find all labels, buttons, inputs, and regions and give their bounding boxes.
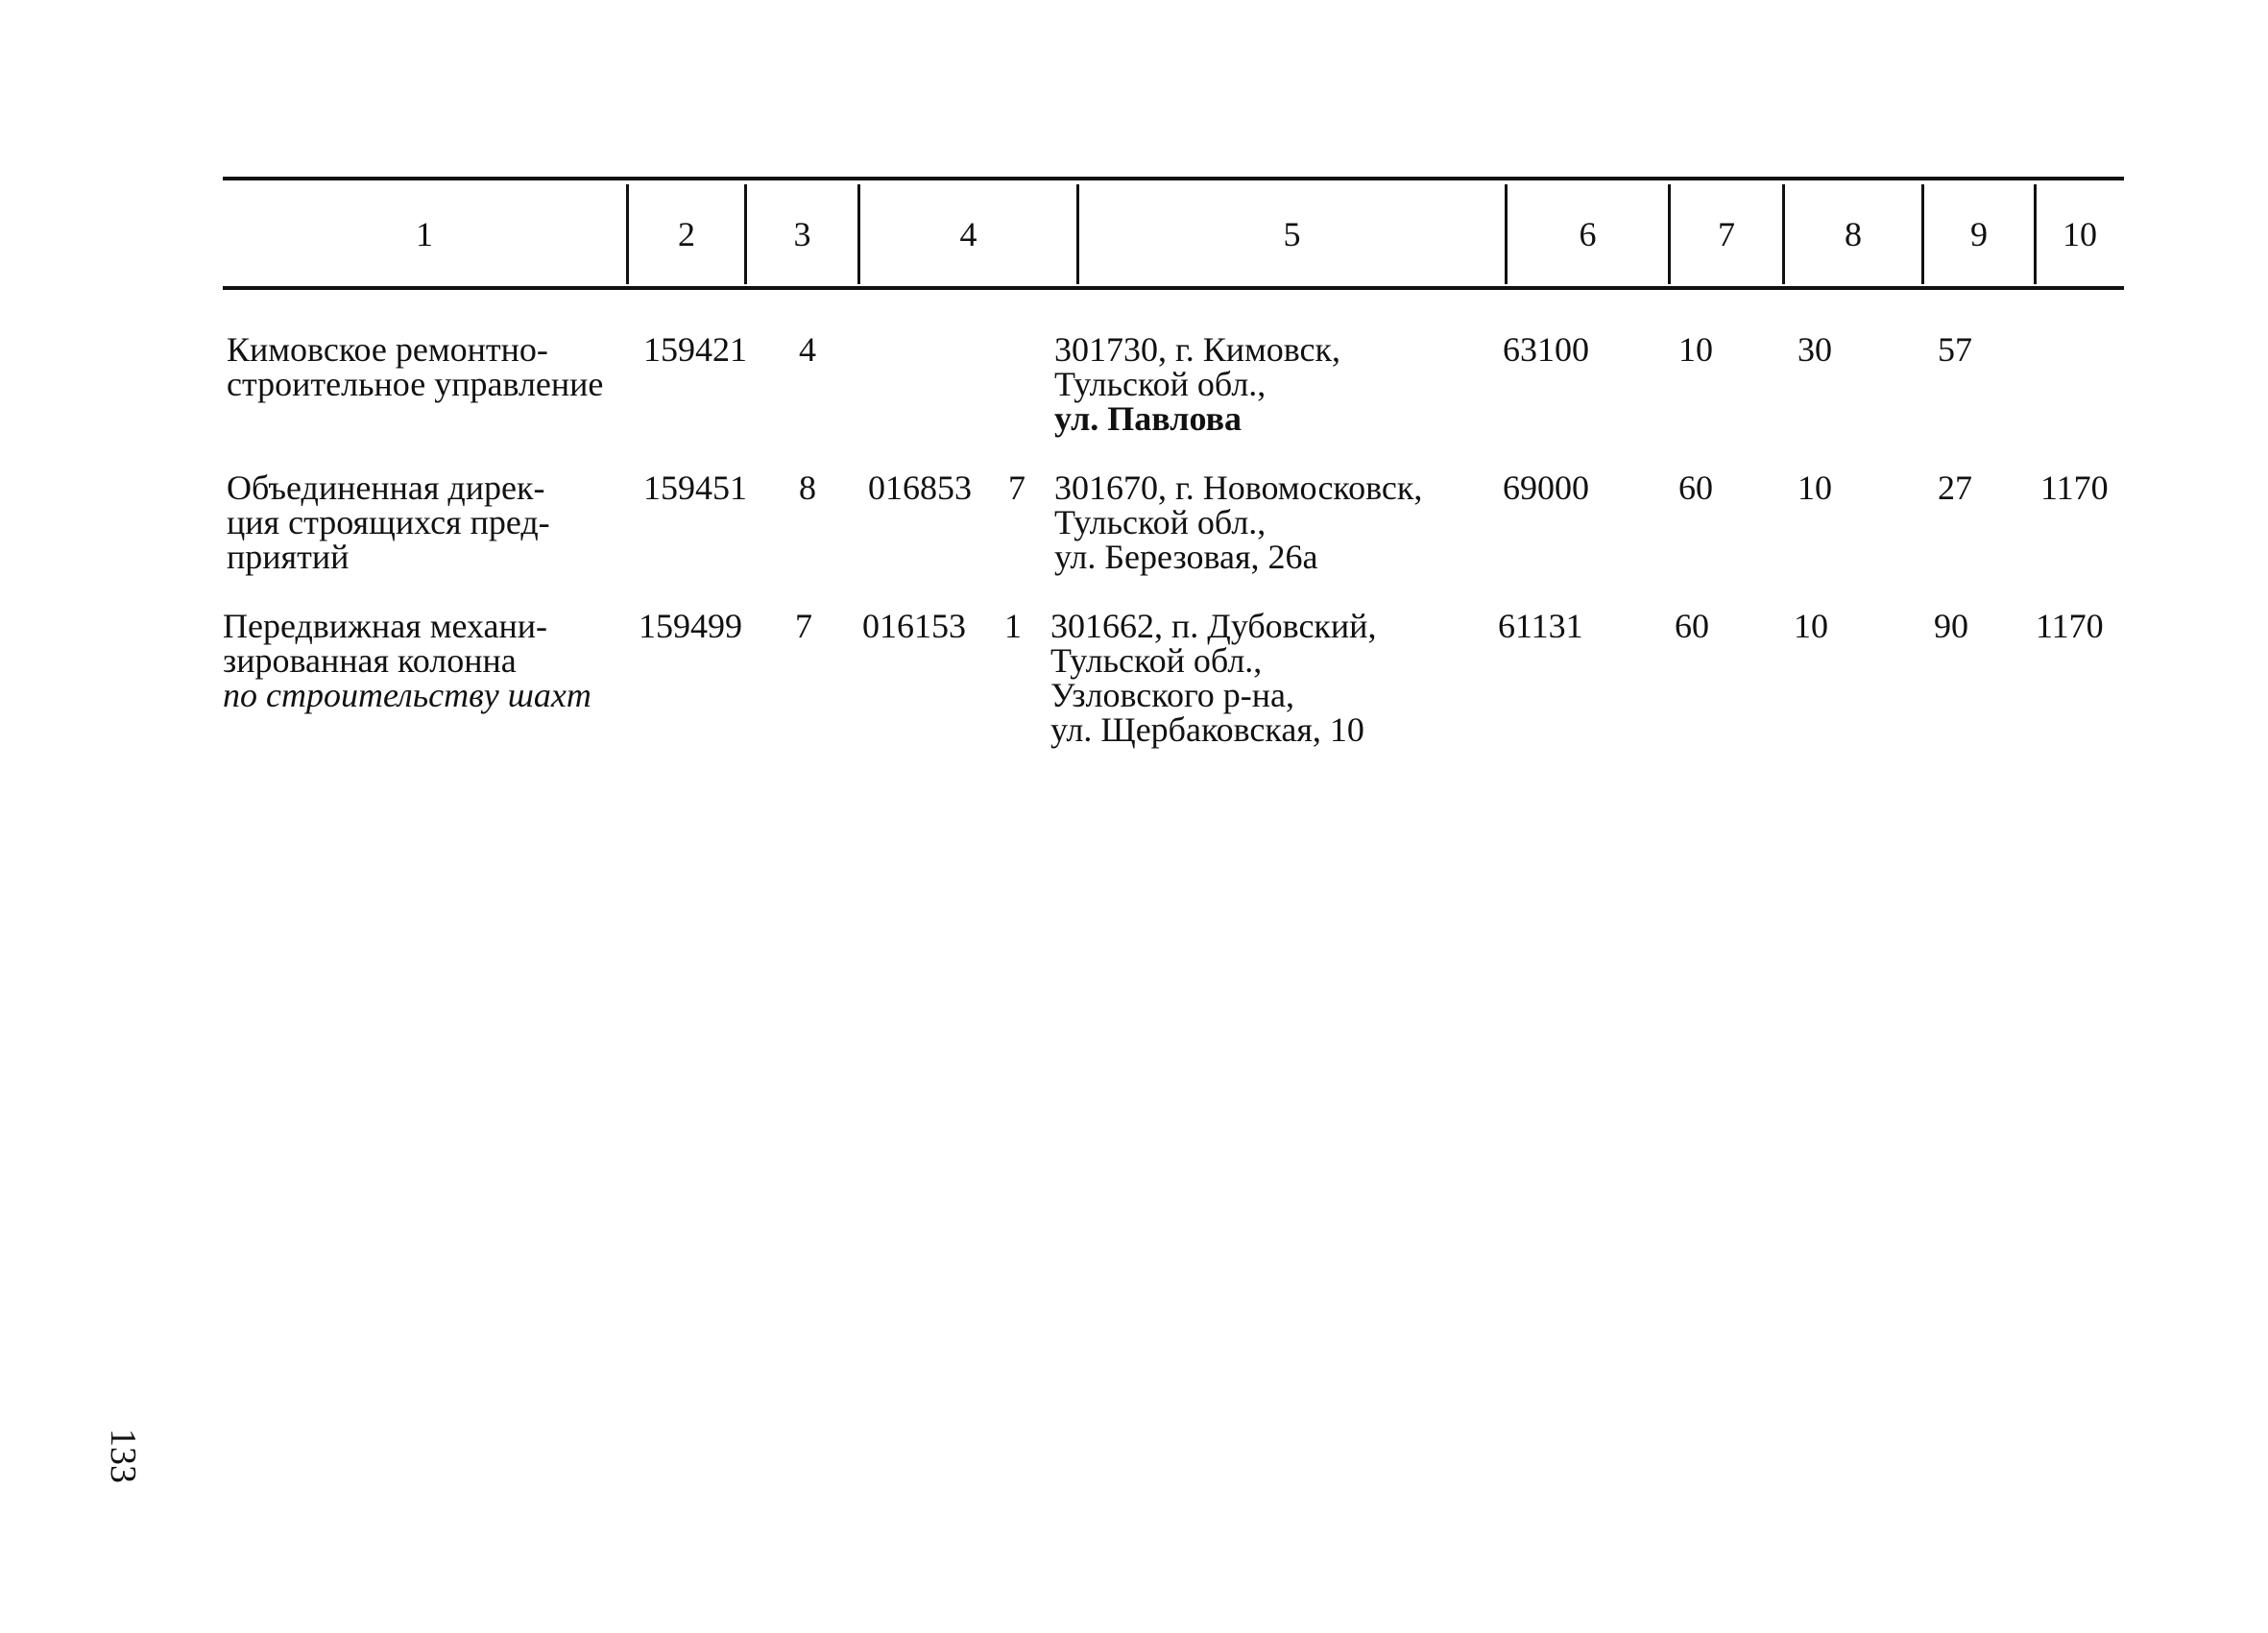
row-1-col-3: 4 bbox=[799, 330, 816, 369]
header-col-7: 7 bbox=[1718, 215, 1735, 253]
row-1-col-2: 159421 bbox=[643, 330, 747, 369]
row-3-col-10: 1170 bbox=[2036, 607, 2104, 645]
header-col-5: 5 bbox=[1283, 215, 1301, 253]
row-2-address-line: Тульской обл., bbox=[1054, 503, 1267, 541]
row-2-name-line: Объединенная дирек- bbox=[227, 468, 545, 507]
row-2-name bbox=[227, 470, 550, 574]
row-2-col-10: 1170 bbox=[2040, 468, 2109, 507]
row-1-address bbox=[1054, 332, 1340, 436]
row-3-name bbox=[223, 609, 591, 712]
header-col-10: 10 bbox=[2063, 215, 2097, 253]
row-3-col-7: 60 bbox=[1675, 607, 1709, 645]
header-col-8: 8 bbox=[1845, 215, 1862, 253]
row-1-name-line: строительное управление bbox=[227, 365, 604, 403]
row-2-col-2: 159451 bbox=[643, 468, 747, 507]
row-3-col-6: 61131 bbox=[1498, 607, 1583, 645]
row-3-address-line: Тульской обл., bbox=[1050, 641, 1263, 680]
header-col-3: 3 bbox=[793, 215, 811, 253]
row-3-name-line: по строительству шахт bbox=[223, 676, 591, 714]
row-2-name-line: ция строящихся пред- bbox=[227, 503, 550, 541]
header-col-6: 6 bbox=[1579, 215, 1597, 253]
row-3-col-3: 7 bbox=[795, 607, 812, 645]
header-col-2: 2 bbox=[678, 215, 695, 253]
row-2-col-4: 016853 bbox=[868, 468, 972, 507]
row-3-col-4b: 1 bbox=[1004, 607, 1022, 645]
row-3-col-4: 016153 bbox=[862, 607, 966, 645]
row-2-address bbox=[1054, 470, 1422, 574]
row-3-address bbox=[1050, 609, 1376, 747]
row-1-col-9: 57 bbox=[1938, 330, 1972, 369]
row-2-col-7: 60 bbox=[1678, 468, 1713, 507]
row-3-name-line: Передвижная механи- bbox=[223, 607, 548, 645]
row-3-col-8: 10 bbox=[1794, 607, 1828, 645]
row-1-col-7: 10 bbox=[1678, 330, 1713, 369]
row-1-address-line: 301730, г. Кимовск, bbox=[1054, 330, 1341, 369]
row-1-col-8: 30 bbox=[1798, 330, 1832, 369]
row-3-col-9: 90 bbox=[1934, 607, 1968, 645]
page-number: 133 bbox=[103, 1429, 143, 1483]
row-3-address-line: Узловского р-на, bbox=[1050, 676, 1295, 714]
row-2-col-8: 10 bbox=[1798, 468, 1832, 507]
row-2-address-line: 301670, г. Новомосковск, bbox=[1054, 468, 1423, 507]
row-2-address-line: ул. Березовая, 26а bbox=[1054, 538, 1318, 576]
header-col-1: 1 bbox=[416, 215, 433, 253]
row-2-col-3: 8 bbox=[799, 468, 816, 507]
row-1-name bbox=[227, 332, 603, 401]
row-3-col-2: 159499 bbox=[639, 607, 742, 645]
row-1-address-line: Тульской обл., bbox=[1054, 365, 1267, 403]
row-3-address-line: ул. Щербаковская, 10 bbox=[1050, 710, 1364, 749]
row-3-name-line: зированная колонна bbox=[223, 641, 517, 680]
row-1-address-line: ул. Павлова bbox=[1054, 399, 1243, 438]
row-3-address-line: 301662, п. Дубовский, bbox=[1050, 607, 1377, 645]
row-2-col-4b: 7 bbox=[1008, 468, 1025, 507]
header-col-4: 4 bbox=[959, 215, 977, 253]
header-col-9: 9 bbox=[1970, 215, 1988, 253]
row-1-col-6: 63100 bbox=[1503, 330, 1589, 369]
row-2-name-line: приятий bbox=[227, 538, 350, 576]
row-2-col-6: 69000 bbox=[1503, 468, 1589, 507]
table-top-rule bbox=[223, 177, 2124, 180]
row-1-name-line: Кимовское ремонтно- bbox=[227, 330, 548, 369]
row-2-col-9: 27 bbox=[1938, 468, 1972, 507]
table-header-bottom-rule bbox=[223, 286, 2124, 290]
